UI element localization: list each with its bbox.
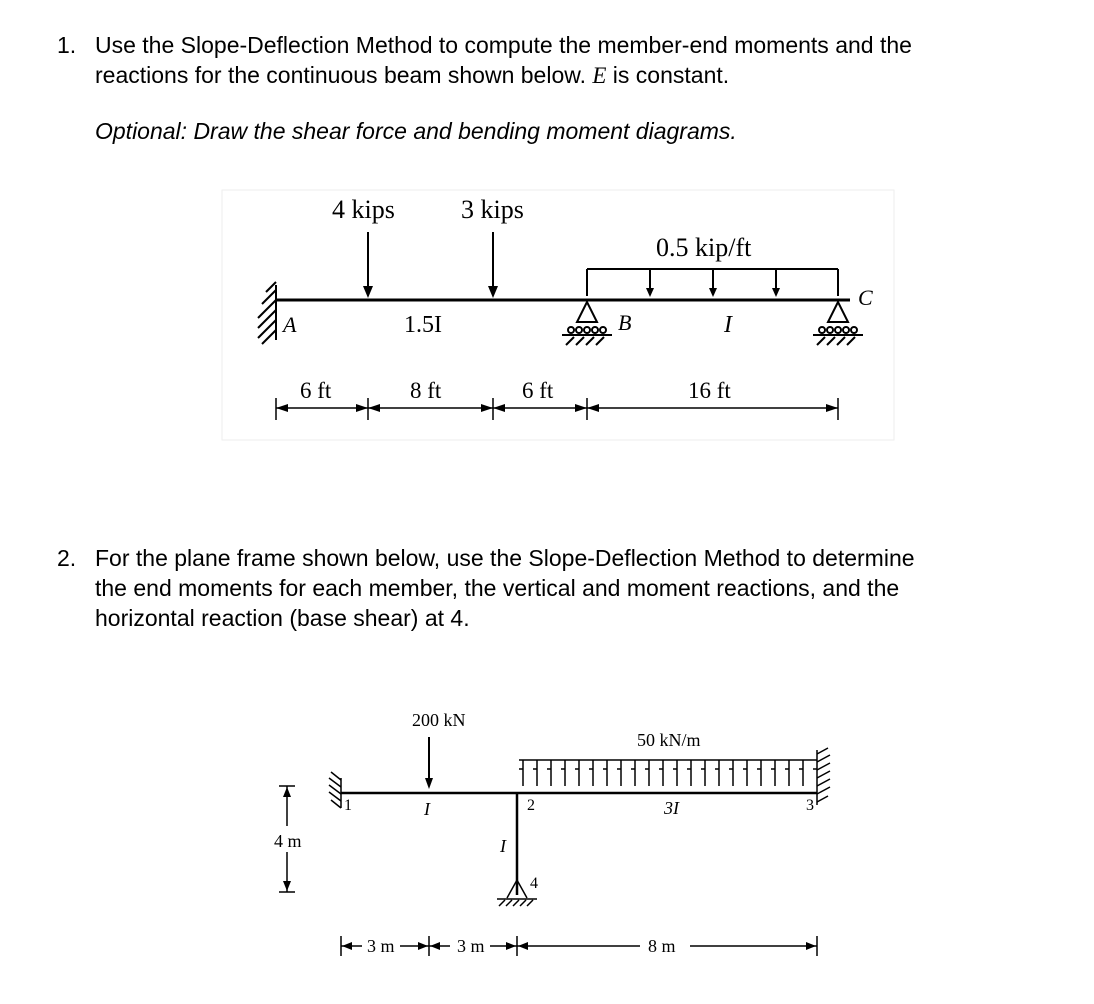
variable-e: E	[592, 63, 607, 88]
question-2-line-2: the end moments for each member, the vertical and moment reactions, and the	[95, 575, 900, 601]
node-2-label: 2	[527, 797, 535, 814]
inertia-23-label: 3I	[664, 798, 679, 818]
question-2-line-1: For the plane frame shown below, use the Slope-Deflection Method to determine	[95, 545, 915, 571]
load-1-label: 4 kips	[332, 195, 395, 224]
dim-3m-2-label: 3 m	[457, 936, 485, 956]
inertia-ab-label: 1.5I	[404, 312, 442, 338]
fixed-support-3	[817, 748, 830, 805]
question-1-line-1: Use the Slope-Deflection Method to compute the member-end moments and the	[95, 32, 912, 58]
question-2-number: 2.	[57, 545, 77, 571]
dim-1-label: 6 ft	[300, 378, 332, 403]
question-1-line-2-post: is constant.	[606, 62, 730, 88]
height-label: 4 m	[274, 831, 302, 851]
dim-2-label: 8 ft	[410, 378, 442, 403]
inertia-24-label: I	[500, 836, 506, 856]
inertia-bc-label: I	[724, 312, 732, 338]
horizontal-dimension	[341, 936, 817, 956]
node-a-label: A	[283, 312, 297, 337]
distributed-load-2-3	[519, 760, 817, 786]
udl-label-2: 50 kN/m	[637, 730, 701, 750]
point-load-label: 200 kN	[412, 710, 466, 730]
node-4-label: 4	[530, 875, 538, 892]
point-load-200	[425, 737, 433, 789]
node-1-label: 1	[344, 797, 352, 814]
node-c-label: C	[858, 285, 873, 310]
udl-label: 0.5 kip/ft	[656, 233, 752, 262]
question-1-number: 1.	[57, 32, 77, 58]
load-2-label: 3 kips	[461, 195, 524, 224]
dim-3-label: 6 ft	[522, 378, 554, 403]
inertia-12-label: I	[424, 799, 430, 819]
question-2-line-3: horizontal reaction (base shear) at 4.	[95, 605, 470, 631]
node-b-label: B	[618, 310, 632, 335]
dim-8m-label: 8 m	[648, 936, 676, 956]
fixed-support-1	[329, 772, 341, 808]
dim-4-label: 16 ft	[688, 378, 731, 403]
node-3-label: 3	[806, 797, 814, 814]
question-1-line-2-pre: reactions for the continuous beam shown below.	[95, 62, 593, 88]
optional-instruction: Optional: Draw the shear force and bending moment diagrams.	[95, 118, 737, 144]
dim-3m-1-label: 3 m	[367, 936, 395, 956]
